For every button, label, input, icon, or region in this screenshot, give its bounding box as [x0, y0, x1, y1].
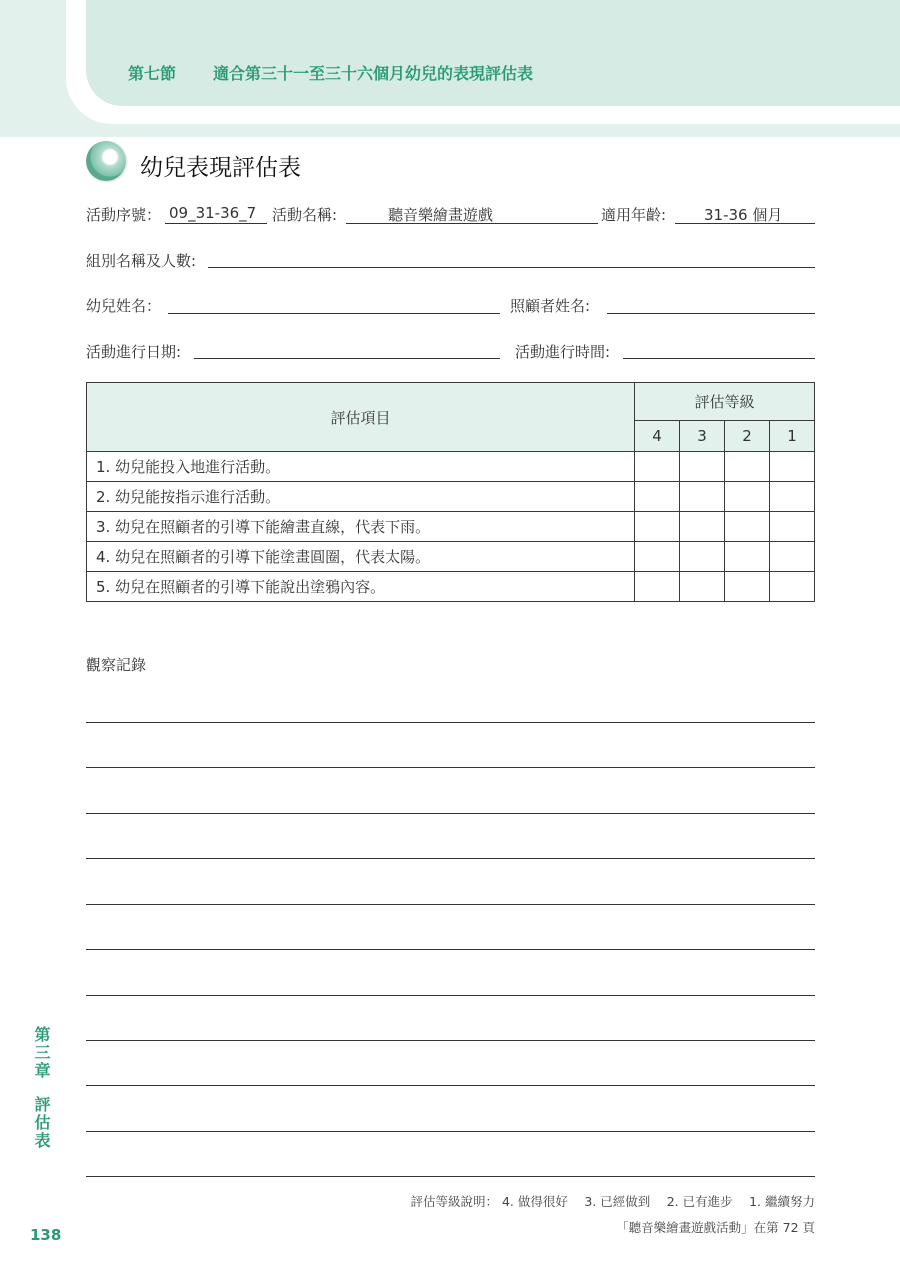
- child-name-underline[interactable]: [168, 313, 500, 314]
- grade-checkbox[interactable]: [725, 482, 770, 512]
- form-title: 幼兒表現評估表: [140, 155, 301, 181]
- caregiver-underline[interactable]: [607, 313, 815, 314]
- activity-no-underline: [165, 223, 267, 224]
- grade-checkbox[interactable]: [635, 482, 680, 512]
- chapter-label: 第三章: [32, 1026, 51, 1080]
- grade-4: 4: [635, 421, 680, 452]
- grade-checkbox[interactable]: [725, 512, 770, 542]
- item-text: 5. 幼兒在照顧者的引導下能說出塗鴉內容。: [87, 572, 635, 602]
- observation-line[interactable]: [86, 1040, 815, 1041]
- grade-checkbox[interactable]: [680, 452, 725, 482]
- activity-name-underline: [346, 223, 598, 224]
- observation-line[interactable]: [86, 813, 815, 814]
- item-text: 2. 幼兒能按指示進行活動。: [87, 482, 635, 512]
- bubble-icon: [86, 141, 126, 181]
- group-underline[interactable]: [208, 267, 815, 268]
- item-header: 評估項目: [87, 383, 635, 452]
- grade-1: 1: [770, 421, 815, 452]
- section-number: 第七節: [128, 64, 177, 83]
- date-label: 活動進行日期:: [86, 343, 182, 361]
- grade-checkbox[interactable]: [680, 482, 725, 512]
- age-value: 31-36 個月: [704, 206, 783, 224]
- activity-reference: 「聽音樂繪畫遊戲活動」在第 72 頁: [616, 1220, 815, 1235]
- item-text: 1. 幼兒能投入地進行活動。: [87, 452, 635, 482]
- table-row: [87, 572, 815, 602]
- grade-checkbox[interactable]: [770, 542, 815, 572]
- section-title: 適合第三十一至三十六個月幼兒的表現評估表: [213, 64, 534, 83]
- grade-checkbox[interactable]: [770, 452, 815, 482]
- grade-checkbox[interactable]: [770, 482, 815, 512]
- time-underline[interactable]: [623, 358, 815, 359]
- table-header-row: [87, 383, 815, 421]
- grade-checkbox[interactable]: [770, 512, 815, 542]
- item-text: 3. 幼兒在照顧者的引導下能繪畫直線，代表下雨。: [87, 512, 635, 542]
- evaluation-table: [86, 382, 815, 602]
- caregiver-label: 照顧者姓名:: [510, 297, 591, 315]
- age-underline: [675, 223, 815, 224]
- observation-line[interactable]: [86, 1176, 815, 1177]
- observation-line[interactable]: [86, 1085, 815, 1086]
- item-text: 4. 幼兒在照顧者的引導下能塗畫圓圈，代表太陽。: [87, 542, 635, 572]
- activity-no-value: 09_31-36_7: [169, 204, 257, 222]
- table-row: [87, 542, 815, 572]
- grade-checkbox[interactable]: [635, 572, 680, 602]
- grade-checkbox[interactable]: [725, 542, 770, 572]
- observation-line[interactable]: [86, 858, 815, 859]
- grade-3: 3: [680, 421, 725, 452]
- header-inner: [86, 0, 900, 106]
- grade-header: 評估等級: [635, 383, 815, 421]
- observation-title: 觀察記錄: [86, 656, 147, 674]
- grade-checkbox[interactable]: [635, 512, 680, 542]
- grade-checkbox[interactable]: [680, 512, 725, 542]
- grade-checkbox[interactable]: [635, 452, 680, 482]
- table-row: [87, 452, 815, 482]
- child-name-label: 幼兒姓名：: [86, 297, 162, 315]
- group-label: 組別名稱及人數:: [86, 252, 197, 270]
- activity-no-label: 活動序號：: [86, 206, 162, 224]
- age-label: 適用年齡:: [601, 206, 667, 224]
- grade-legend: 評估等級說明： 4. 做得很好 3. 已經做到 2. 已有進步 1. 繼續努力: [410, 1194, 815, 1209]
- observation-line[interactable]: [86, 904, 815, 905]
- date-underline[interactable]: [194, 358, 500, 359]
- observation-line[interactable]: [86, 722, 815, 723]
- chapter-name: 評估表: [32, 1096, 51, 1150]
- activity-name-label: 活動名稱:: [272, 206, 338, 224]
- grade-checkbox[interactable]: [770, 572, 815, 602]
- time-label: 活動進行時間:: [515, 343, 611, 361]
- table-row: [87, 512, 815, 542]
- grade-2: 2: [725, 421, 770, 452]
- grade-checkbox[interactable]: [725, 572, 770, 602]
- observation-line[interactable]: [86, 949, 815, 950]
- table-row: [87, 482, 815, 512]
- observation-line[interactable]: [86, 767, 815, 768]
- observation-line[interactable]: [86, 1131, 815, 1132]
- grade-checkbox[interactable]: [680, 542, 725, 572]
- grade-checkbox[interactable]: [635, 542, 680, 572]
- observation-line[interactable]: [86, 995, 815, 996]
- grade-checkbox[interactable]: [680, 572, 725, 602]
- page-number: 138: [30, 1226, 62, 1244]
- activity-name-value: 聽音樂繪畫遊戲: [388, 206, 494, 224]
- grade-checkbox[interactable]: [725, 452, 770, 482]
